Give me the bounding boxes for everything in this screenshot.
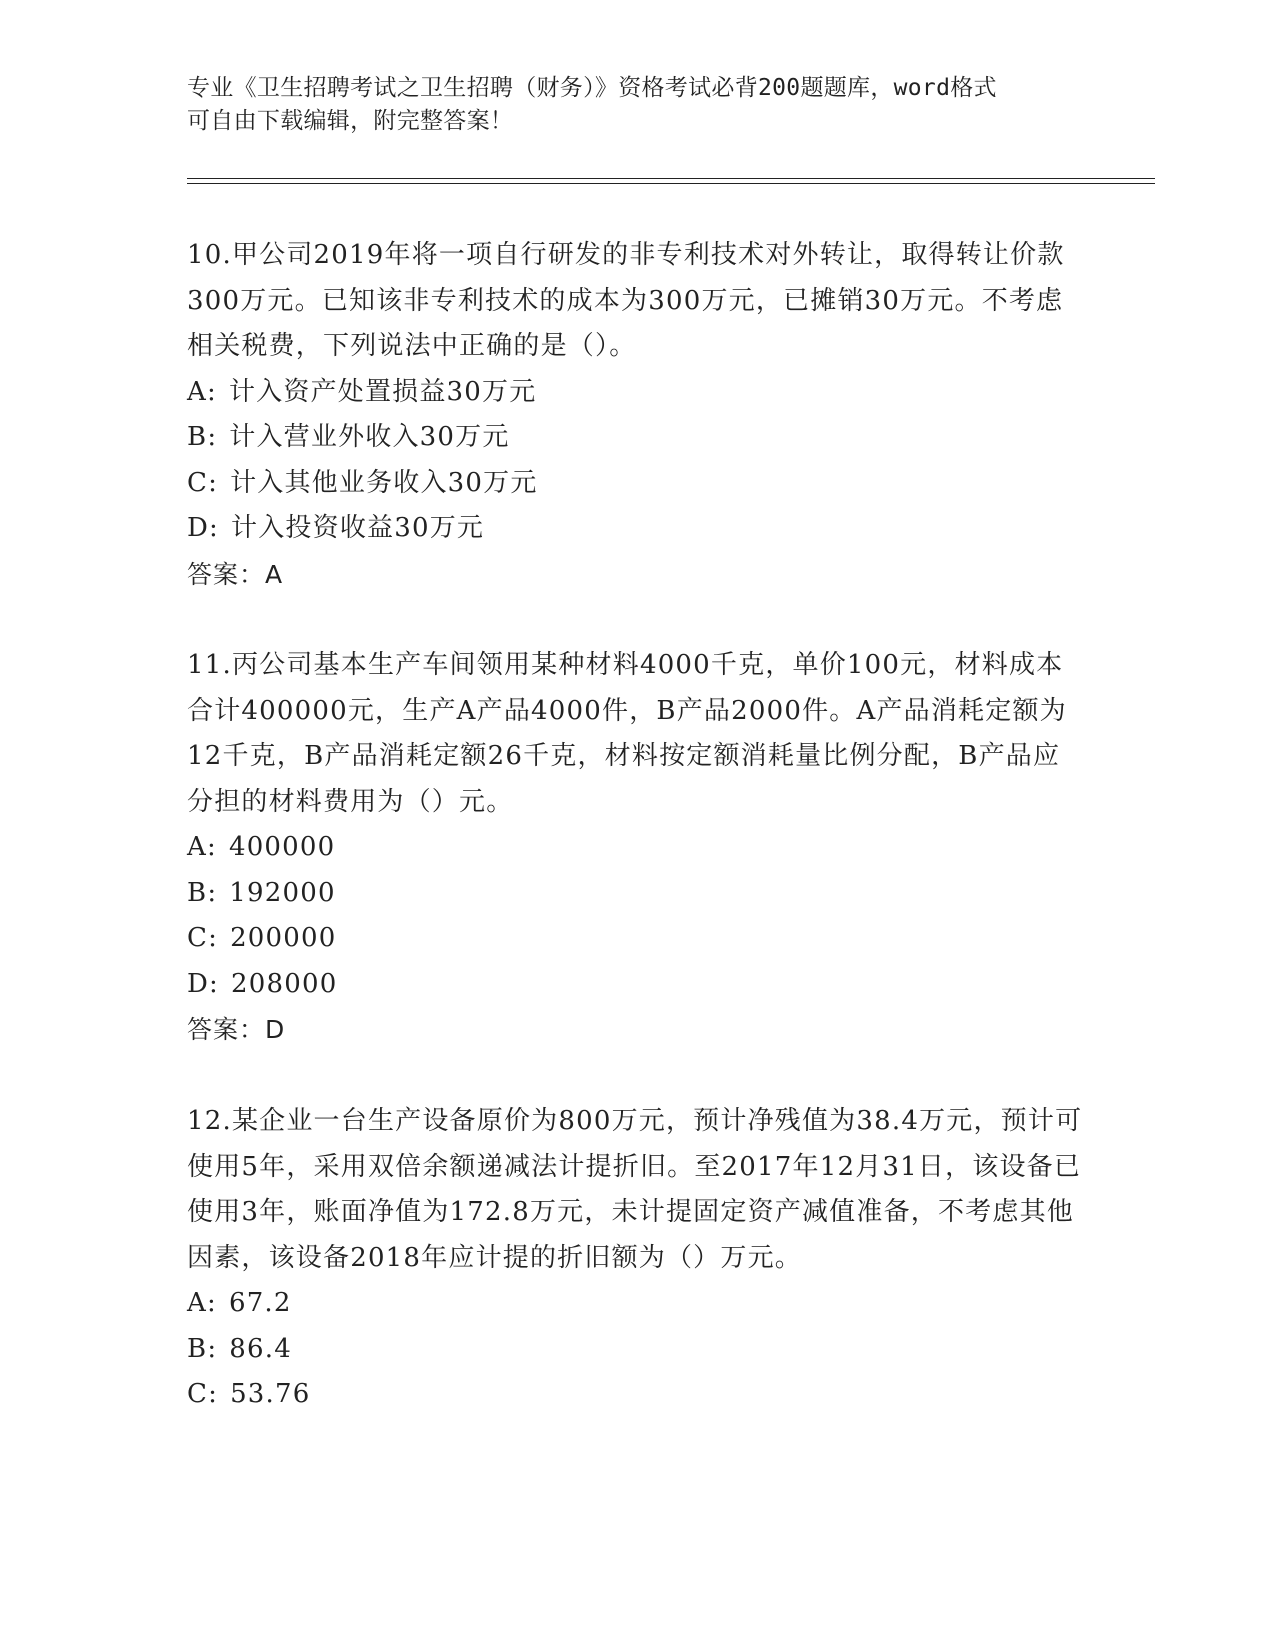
document-header [187, 72, 1087, 138]
option-text: 计入其他业务收入30万元 [230, 467, 538, 498]
question-12 [187, 1099, 1087, 1418]
option-letter: B [187, 422, 208, 452]
option-letter: C [187, 467, 209, 498]
option-d [187, 962, 1087, 1008]
option-text: 208000 [231, 968, 338, 999]
option-letter: B [187, 877, 208, 908]
option-separator: : [206, 1288, 217, 1318]
option-text: 86.4 [229, 1333, 292, 1364]
answer-line: 答案：D [187, 1015, 286, 1044]
option-b [187, 871, 1087, 917]
option-separator: : [209, 513, 220, 543]
option-letter: A [187, 1288, 207, 1318]
header-line-2: 可自由下载编辑，附完整答案！ [187, 108, 514, 134]
option-list [187, 370, 1087, 552]
question-stem: 11.丙公司基本生产车间领用某种材料4000千克，单价100元，材料成本合计400000元，生产A产品4000件，B产品2000件。A产品消耗定额为12千克，B产品消耗定额26千克，材料按定额消耗量比例分配，B产品应分担的材料费用为（）元。 [187, 650, 1067, 817]
question-10 [187, 233, 1087, 597]
answer-line: 答案：A [187, 559, 284, 589]
option-list [187, 825, 1087, 1007]
option-text: 200000 [230, 923, 337, 953]
option-separator: : [207, 1333, 218, 1364]
option-b [187, 415, 1087, 461]
option-text: 400000 [228, 832, 336, 862]
question-stem: 12.某企业一台生产设备原价为800万元，预计净残值为38.4万元，预计可使用5年，采用双倍余额递减法计提折旧。至2017年12月31日，该设备已使用3年，账面净值为172.8万元，未计提固定资产减值准备，不考虑其他因素，该设备2018年应计提的折旧额为（）万元。 [187, 1106, 1083, 1273]
option-separator: : [206, 832, 217, 862]
option-text: 计入资产处置损益30万元 [228, 376, 537, 407]
option-c [187, 916, 1087, 962]
option-letter: B [187, 1333, 208, 1364]
option-a [187, 825, 1087, 871]
option-letter: A [187, 376, 207, 407]
option-text: 192000 [229, 877, 336, 908]
option-text: 计入营业外收入30万元 [229, 422, 510, 452]
option-letter: C [187, 923, 209, 953]
question-11 [187, 643, 1087, 1053]
option-text: 计入投资收益30万元 [231, 513, 485, 543]
option-b [187, 1327, 1087, 1373]
option-separator: : [208, 1379, 219, 1409]
header-divider-bottom [187, 183, 1155, 184]
option-separator: : [209, 968, 220, 999]
header-line-1: 专业《卫生招聘考试之卫生招聘（财务）》资格考试必背200题题库，word格式 [187, 75, 997, 101]
option-separator: : [206, 376, 217, 407]
option-letter: A [187, 832, 207, 862]
header-divider-top [187, 178, 1155, 179]
option-list [187, 1281, 1087, 1418]
option-separator: : [208, 923, 219, 953]
option-separator: : [208, 467, 219, 498]
option-text: 67.2 [228, 1288, 292, 1318]
option-d [187, 506, 1087, 552]
option-a [187, 1281, 1087, 1327]
option-a [187, 370, 1087, 416]
option-separator: : [207, 422, 218, 452]
option-separator: : [207, 877, 218, 908]
option-letter: D [187, 513, 210, 543]
option-letter: D [187, 968, 210, 999]
option-letter: C [187, 1379, 209, 1409]
option-text: 53.76 [230, 1379, 311, 1409]
option-c [187, 1372, 1087, 1418]
question-stem: 10.甲公司2019年将一项自行研发的非专利技术对外转让，取得转让价款300万元。已知该非专利技术的成本为300万元，已摊销30万元。不考虑相关税费，下列说法中正确的是（）。 [187, 240, 1065, 361]
option-c [187, 461, 1087, 507]
